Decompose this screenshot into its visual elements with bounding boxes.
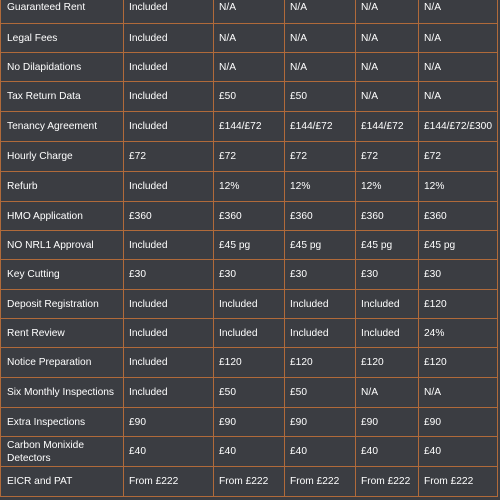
table-cell: Included bbox=[124, 378, 214, 408]
table-cell: £45 pg bbox=[214, 231, 285, 260]
table-row bbox=[1, 231, 498, 260]
row-label: Key Cutting bbox=[1, 260, 124, 290]
table-row bbox=[1, 202, 498, 231]
row-label: Hourly Charge bbox=[1, 142, 124, 172]
table-cell: From £222 bbox=[285, 467, 356, 497]
table-cell: N/A bbox=[356, 82, 419, 112]
table-cell: £90 bbox=[285, 408, 356, 437]
table-cell: £144/£72 bbox=[285, 112, 356, 142]
table-cell: Included bbox=[214, 319, 285, 348]
table-cell: Included bbox=[124, 319, 214, 348]
row-label: HMO Application bbox=[1, 202, 124, 231]
table-cell: N/A bbox=[419, 53, 498, 82]
table-cell: N/A bbox=[356, 53, 419, 82]
table-row bbox=[1, 53, 498, 82]
table-cell: Included bbox=[124, 172, 214, 202]
table-cell: £40 bbox=[214, 437, 285, 467]
table-cell: £30 bbox=[214, 260, 285, 290]
table-cell: £40 bbox=[419, 437, 498, 467]
table-cell: £120 bbox=[285, 348, 356, 378]
table-cell: N/A bbox=[285, 0, 356, 24]
table-cell: £120 bbox=[419, 348, 498, 378]
table-cell: £360 bbox=[214, 202, 285, 231]
row-label: No Dilapidations bbox=[1, 53, 124, 82]
row-label: Guaranteed Rent bbox=[1, 0, 124, 24]
table-cell: N/A bbox=[214, 0, 285, 24]
table-cell: £144/£72 bbox=[356, 112, 419, 142]
table-cell: £360 bbox=[285, 202, 356, 231]
table-cell: Included bbox=[214, 290, 285, 319]
table-cell: Included bbox=[124, 53, 214, 82]
table-cell: N/A bbox=[356, 0, 419, 24]
table-cell: £30 bbox=[285, 260, 356, 290]
row-label: Tenancy Agreement bbox=[1, 112, 124, 142]
table-cell: £50 bbox=[214, 378, 285, 408]
table-cell: £360 bbox=[124, 202, 214, 231]
table-cell: £40 bbox=[285, 437, 356, 467]
table-cell: £120 bbox=[356, 348, 419, 378]
table-cell: Included bbox=[356, 319, 419, 348]
table-row bbox=[1, 82, 498, 112]
table-row bbox=[1, 437, 498, 467]
table-cell: 12% bbox=[356, 172, 419, 202]
table-row bbox=[1, 260, 498, 290]
table-row bbox=[1, 24, 498, 53]
table-cell: 12% bbox=[214, 172, 285, 202]
table-cell: £144/£72/£300 bbox=[419, 112, 498, 142]
table-cell: Included bbox=[124, 112, 214, 142]
table-cell: N/A bbox=[285, 24, 356, 53]
table-row bbox=[1, 142, 498, 172]
table-cell: £30 bbox=[124, 260, 214, 290]
table-cell: 12% bbox=[285, 172, 356, 202]
table-row bbox=[1, 378, 498, 408]
table-cell: Included bbox=[124, 82, 214, 112]
table-cell: £72 bbox=[419, 142, 498, 172]
table-cell: £50 bbox=[214, 82, 285, 112]
table-cell: 24% bbox=[419, 319, 498, 348]
table-cell: From £222 bbox=[214, 467, 285, 497]
table-cell: Included bbox=[124, 231, 214, 260]
table-cell: £120 bbox=[419, 290, 498, 319]
table-cell: £90 bbox=[124, 408, 214, 437]
table-cell: £40 bbox=[124, 437, 214, 467]
table-row bbox=[1, 408, 498, 437]
row-label: Notice Preparation bbox=[1, 348, 124, 378]
table-cell: £90 bbox=[419, 408, 498, 437]
row-label: NO NRL1 Approval bbox=[1, 231, 124, 260]
table-row bbox=[1, 319, 498, 348]
table-cell: £45 pg bbox=[419, 231, 498, 260]
table-cell: Included bbox=[285, 319, 356, 348]
table-cell: £72 bbox=[285, 142, 356, 172]
row-label: Tax Return Data bbox=[1, 82, 124, 112]
table-cell: Included bbox=[356, 290, 419, 319]
row-label: Six Monthly Inspections bbox=[1, 378, 124, 408]
row-label: Legal Fees bbox=[1, 24, 124, 53]
table-cell: £50 bbox=[285, 378, 356, 408]
fees-table-body bbox=[1, 0, 498, 497]
table-cell: 12% bbox=[419, 172, 498, 202]
table-cell: Included bbox=[124, 290, 214, 319]
table-row bbox=[1, 112, 498, 142]
table-cell: N/A bbox=[214, 24, 285, 53]
table-cell: £360 bbox=[356, 202, 419, 231]
table-cell: £144/£72 bbox=[214, 112, 285, 142]
table-cell: Included bbox=[285, 290, 356, 319]
row-label: Rent Review bbox=[1, 319, 124, 348]
table-cell: From £222 bbox=[419, 467, 498, 497]
row-label: Extra Inspections bbox=[1, 408, 124, 437]
row-label: Refurb bbox=[1, 172, 124, 202]
table-cell: Included bbox=[124, 348, 214, 378]
table-cell: £90 bbox=[214, 408, 285, 437]
table-cell: From £222 bbox=[124, 467, 214, 497]
table-row bbox=[1, 172, 498, 202]
table-cell: £72 bbox=[214, 142, 285, 172]
table-cell: £50 bbox=[285, 82, 356, 112]
row-label: EICR and PAT bbox=[1, 467, 124, 497]
table-cell: Included bbox=[124, 0, 214, 24]
table-row bbox=[1, 348, 498, 378]
table-cell: N/A bbox=[356, 378, 419, 408]
table-cell: £72 bbox=[356, 142, 419, 172]
table-row bbox=[1, 290, 498, 319]
table-cell: N/A bbox=[419, 24, 498, 53]
table-cell: £72 bbox=[124, 142, 214, 172]
table-cell: £120 bbox=[214, 348, 285, 378]
table-row bbox=[1, 0, 498, 24]
table-cell: N/A bbox=[419, 82, 498, 112]
table-cell: N/A bbox=[356, 24, 419, 53]
table-cell: N/A bbox=[214, 53, 285, 82]
table-cell: £90 bbox=[356, 408, 419, 437]
table-cell: £40 bbox=[356, 437, 419, 467]
table-row bbox=[1, 467, 498, 497]
table-cell: Included bbox=[124, 24, 214, 53]
table-cell: From £222 bbox=[356, 467, 419, 497]
row-label: Carbon Monixide Detectors bbox=[1, 437, 124, 467]
table-cell: £30 bbox=[419, 260, 498, 290]
table-cell: £45 pg bbox=[356, 231, 419, 260]
row-label: Deposit Registration bbox=[1, 290, 124, 319]
table-cell: N/A bbox=[285, 53, 356, 82]
table-cell: N/A bbox=[419, 378, 498, 408]
table-cell: £45 pg bbox=[285, 231, 356, 260]
table-cell: £360 bbox=[419, 202, 498, 231]
table-cell: £30 bbox=[356, 260, 419, 290]
table-cell: N/A bbox=[419, 0, 498, 24]
